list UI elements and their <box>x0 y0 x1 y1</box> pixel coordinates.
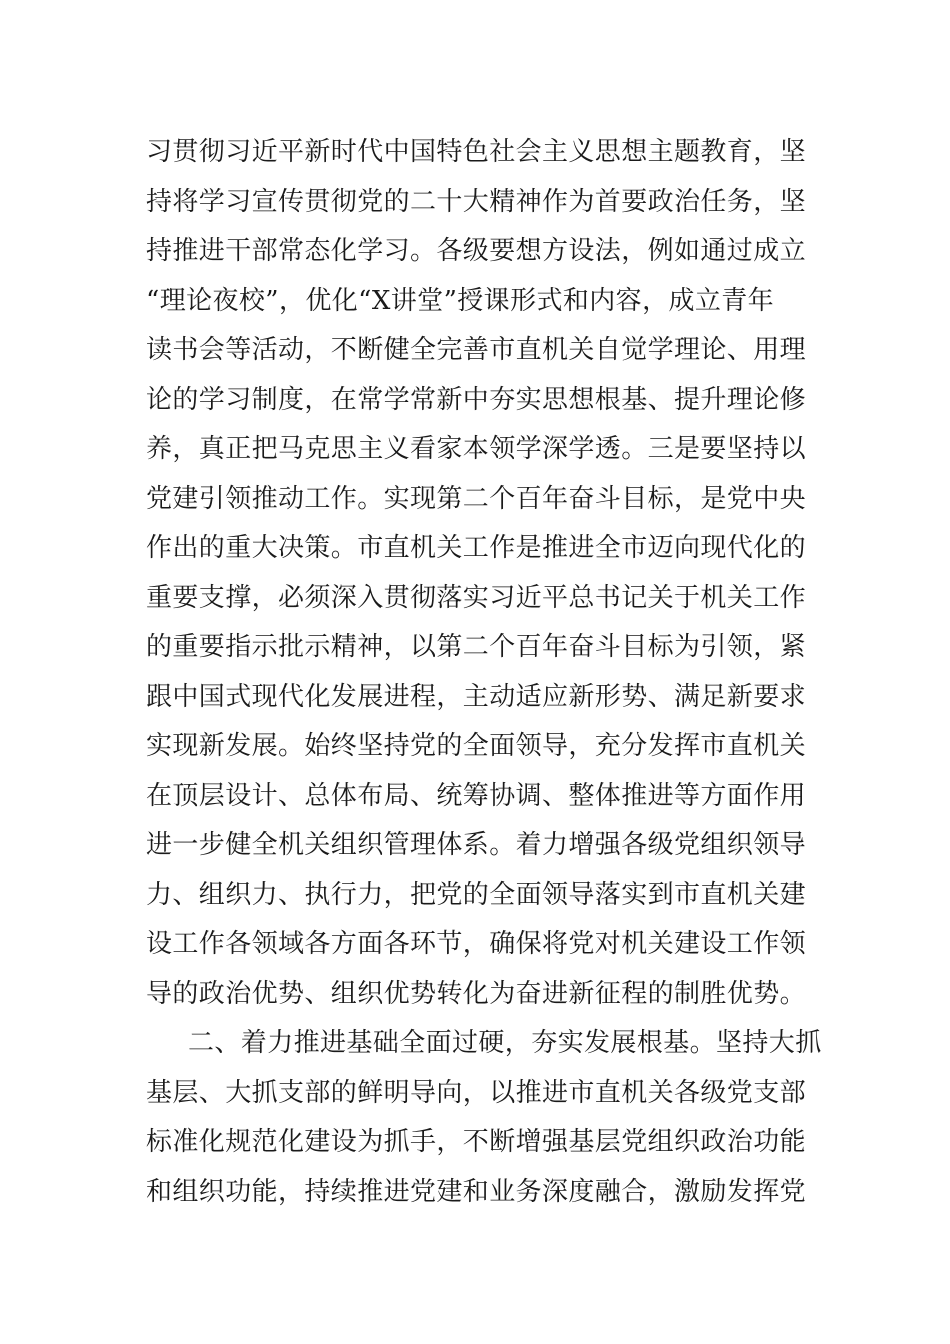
text-line: 和组织功能，持续推进党建和业务深度融合，激励发挥党 <box>146 1176 807 1207</box>
paragraph-start-line: 二、着力推进基础全面过硬，夯实发展根基。坚持大抓 <box>188 1028 822 1058</box>
text-line: 力、组织力、执行力，把党的全面领导落实到市直机关建 <box>146 879 807 910</box>
text-line: 导的政治优势、组织优势转化为奋进新征程的制胜优势。 <box>146 978 807 1009</box>
text-line: 党建引领推动工作。实现第二个百年奋斗目标，是党中央 <box>146 483 807 514</box>
text-line: 基层、大抓支部的鲜明导向，以推进市直机关各级党支部 <box>146 1077 807 1108</box>
text-line: 习贯彻习近平新时代中国特色社会主义思想主题教育，坚 <box>146 137 807 167</box>
text-line: 持推进干部常态化学习。各级要想方设法，例如通过成立 <box>146 236 807 266</box>
text-line: 进一步健全机关组织管理体系。着力增强各级党组织领导 <box>146 830 807 860</box>
text-line: 持将学习宣传贯彻党的二十大精神作为首要政治任务，坚 <box>146 186 807 217</box>
text-line: 实现新发展。始终坚持党的全面领导，充分发挥市直机关 <box>146 731 807 761</box>
text-line: 重要支撑，必须深入贯彻落实习近平总书记关于机关工作 <box>146 582 807 613</box>
text-line: 在顶层设计、总体布局、统筹协调、整体推进等方面作用 <box>146 780 807 811</box>
text-line: 养，真正把马克思主义看家本领学深学透。三是要坚持以 <box>146 434 807 464</box>
text-line: 跟中国式现代化发展进程，主动适应新形势、满足新要求 <box>146 681 807 712</box>
text-line: 论的学习制度，在常学常新中夯实思想根基、提升理论修 <box>146 384 807 415</box>
text-line: 标准化规范化建设为抓手，不断增强基层党组织政治功能 <box>146 1127 807 1157</box>
text-line: 的重要指示批示精神，以第二个百年奋斗目标为引领，紧 <box>146 632 807 662</box>
text-line: “理论夜校”，优化“X讲堂”授课形式和内容，成立青年 <box>146 285 775 316</box>
text-line: 设工作各领域各方面各环节，确保将党对机关建设工作领 <box>146 929 807 959</box>
text-line: 作出的重大决策。市直机关工作是推进全市迈向现代化的 <box>146 533 807 563</box>
text-line: 读书会等活动，不断健全完善市直机关自觉学理论、用理 <box>146 335 807 365</box>
body-text <box>146 128 822 1217</box>
